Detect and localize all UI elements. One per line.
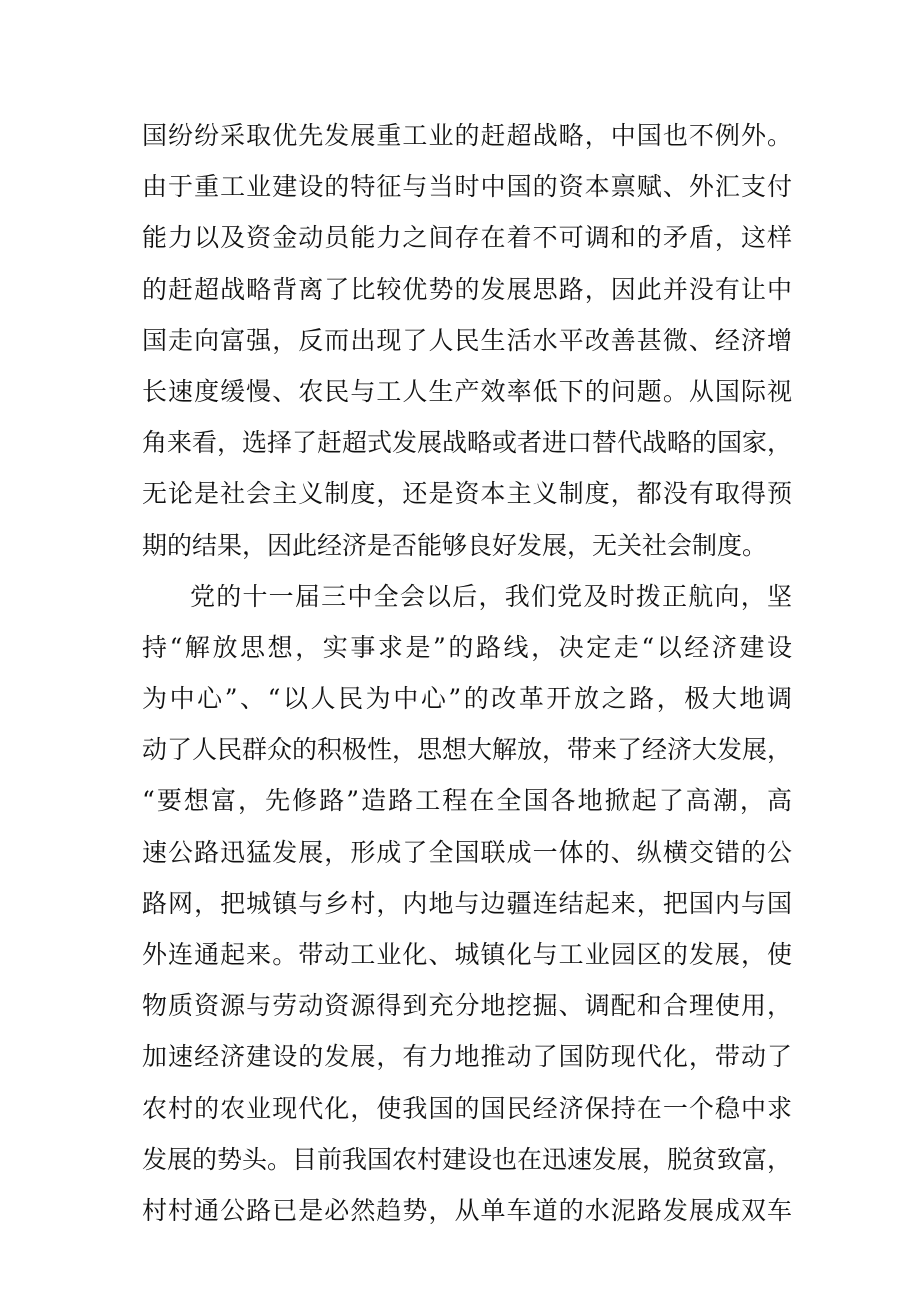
- text-line: 由于重工业建设的特征与当时中国的资本禀赋、外汇支付: [142, 172, 792, 202]
- text-line: 物质资源与劳动资源得到充分地挖掘、调配和合理使用，: [142, 991, 792, 1021]
- text-line: 村村通公路已是必然趋势，从单车道的水泥路发展成双车: [142, 1195, 792, 1225]
- text-line: 持“解放思想，实事求是”的路线，决定走“以经济建设: [142, 632, 792, 662]
- text-line: 角来看，选择了赶超式发展战略或者进口替代战略的国家，: [142, 428, 793, 458]
- text-line: 发展的势头。目前我国农村建设也在迅速发展，脱贫致富，: [142, 1144, 793, 1174]
- text-line: 国纷纷采取优先发展重工业的赶超战略，中国也不例外。: [142, 121, 792, 150]
- text-line: 无论是社会主义制度，还是资本主义制度，都没有取得预: [142, 479, 792, 509]
- text-line: “要想富，先修路”造路工程在全国各地掀起了高潮，高: [142, 786, 792, 816]
- text-line: 的赶超战略背离了比较优势的发展思路，因此并没有让中: [142, 274, 792, 304]
- text-line: 外连通起来。带动工业化、城镇化与工业园区的发展，使: [142, 940, 792, 969]
- text-line: 路网，把城镇与乡村，内地与边疆连结起来，把国内与国: [142, 888, 792, 918]
- body-text: [142, 110, 792, 1236]
- text-line: 动了人民群众的积极性，思想大解放，带来了经济大发展，: [142, 735, 793, 765]
- text-line: 农村的农业现代化，使我国的国民经济保持在一个稳中求: [142, 1093, 792, 1123]
- paragraph-start-line: 党的十一届三中全会以后，我们党及时拨正航向，坚: [190, 581, 792, 611]
- text-line: 能力以及资金动员能力之间存在着不可调和的矛盾，这样: [142, 223, 792, 253]
- text-line: 速公路迅猛发展，形成了全国联成一体的、纵横交错的公: [142, 837, 792, 867]
- text-line: 为中心”、“以人民为中心”的改革开放之路，极大地调: [142, 684, 792, 714]
- text-line: 国走向富强，反而出现了人民生活水平改善甚微、经济增: [142, 325, 792, 355]
- paragraph-end-line: 期的结果，因此经济是否能够良好发展，无关社会制度。: [142, 530, 768, 560]
- text-line: 加速经济建设的发展，有力地推动了国防现代化，带动了: [142, 1042, 792, 1072]
- text-line: 长速度缓慢、农民与工人生产效率低下的问题。从国际视: [142, 376, 792, 406]
